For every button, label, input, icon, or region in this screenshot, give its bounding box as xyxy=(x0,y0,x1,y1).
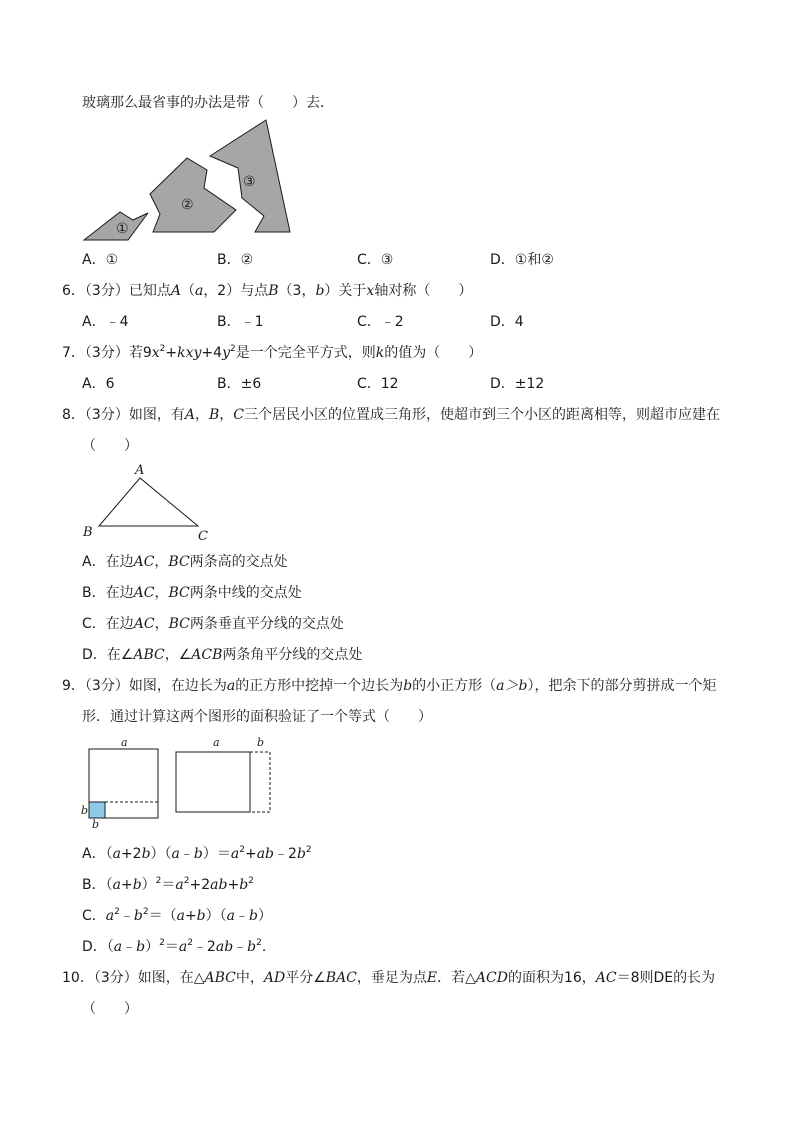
q9-dashed-extension xyxy=(250,752,270,812)
q9-option-a[interactable]: A．$(a+2b)(a﹣b)=a^2+ab﹣2b^2$ xyxy=(82,845,312,862)
q9-rectangle xyxy=(176,752,250,812)
q5-label-1: ① xyxy=(116,221,129,237)
q9-stem: 9．（3分）如图，在边长为a的正方形中挖掉一个边长为b的小正方形（a＞b），把余下的部分剪拼成一个矩 xyxy=(62,678,717,694)
q5-text: 玻璃那么最省事的办法是带（ ）去． xyxy=(82,95,334,111)
q8-option-d[interactable]: D．在∠ABC，∠ACB两条角平分线的交点处 xyxy=(82,647,363,663)
q8-vertex-b: B xyxy=(83,525,93,540)
q7-option-a[interactable]: A．6 xyxy=(82,376,115,392)
q7-option-b[interactable]: B．±6 xyxy=(217,376,262,392)
q6-stem: 6．（3分）已知点A（a，2）与点B（3，b）关于x轴对称（ ） xyxy=(62,283,473,299)
q9-option-b[interactable]: B．$(a+b)^2=a^2+2ab+b^2$ xyxy=(82,876,254,893)
q8-option-c[interactable]: C．在边AC，BC两条垂直平分线的交点处 xyxy=(82,616,344,632)
q6-option-b[interactable]: B．﹣1 xyxy=(217,314,264,330)
q9-option-d[interactable]: D．$(a﹣b)^2=a^2﹣2ab﹣b^2$． xyxy=(82,938,276,955)
q7-option-c[interactable]: C．12 xyxy=(357,376,399,392)
q7-option-d[interactable]: D．±12 xyxy=(490,376,545,392)
q5-label-3: ③ xyxy=(243,174,256,190)
q8-triangle xyxy=(99,478,198,526)
q5-option-d[interactable]: D．①和② xyxy=(490,252,554,268)
q9-small-square xyxy=(89,802,105,818)
q6-option-c[interactable]: C．﹣2 xyxy=(357,314,404,330)
q5-option-c[interactable]: C．③ xyxy=(357,252,394,268)
q6-option-a[interactable]: A．﹣4 xyxy=(82,314,129,330)
q9-label-b-left-bottom: b xyxy=(92,818,100,831)
q6-option-d[interactable]: D．4 xyxy=(490,314,524,330)
q8-stem: 8．（3分）如图，有A，B，C三个居民小区的位置成三角形，使超市到三个小区的距离相等，则超市应建在 xyxy=(62,407,720,423)
q8-triangle-figure xyxy=(80,460,220,542)
q9-option-c[interactable]: C．$a^2﹣b^2=(a+b)(a﹣b)$ xyxy=(82,907,272,924)
q8-vertex-c: C xyxy=(198,529,208,544)
q5-figure xyxy=(80,118,300,248)
q9-label-b-right: b xyxy=(257,736,265,749)
q8-stem-line2: （ ） xyxy=(82,438,138,454)
q8-option-b[interactable]: B．在边AC，BC两条中线的交点处 xyxy=(82,585,302,601)
q9-label-a-left: a xyxy=(121,736,128,749)
q5-option-a[interactable]: A．① xyxy=(82,252,119,268)
q7-stem: 7．（3分）若$9x^2+kxy+4y^2$是一个完全平方式，则k的值为（ ） xyxy=(62,344,483,361)
q9-label-a-right: a xyxy=(213,736,220,749)
q8-vertex-a: A xyxy=(135,463,145,478)
q9-label-b-left-side: b xyxy=(81,804,89,817)
q5-label-2: ② xyxy=(181,197,194,213)
q10-stem: 10．（3分）如图，在△ABC中，AD平分∠BAC，垂足为点E．若△ACD的面积为16，AC＝8则DE的长为 xyxy=(62,970,716,986)
q10-stem-line2: （ ） xyxy=(82,1001,138,1017)
q5-option-b[interactable]: B．② xyxy=(217,252,254,268)
q9-stem-line2: 形．通过计算这两个图形的面积验证了一个等式（ ） xyxy=(82,709,432,725)
q9-figure xyxy=(80,734,280,834)
q5-piece-2 xyxy=(150,158,236,232)
q8-option-a[interactable]: A．在边AC，BC两条高的交点处 xyxy=(82,554,288,570)
